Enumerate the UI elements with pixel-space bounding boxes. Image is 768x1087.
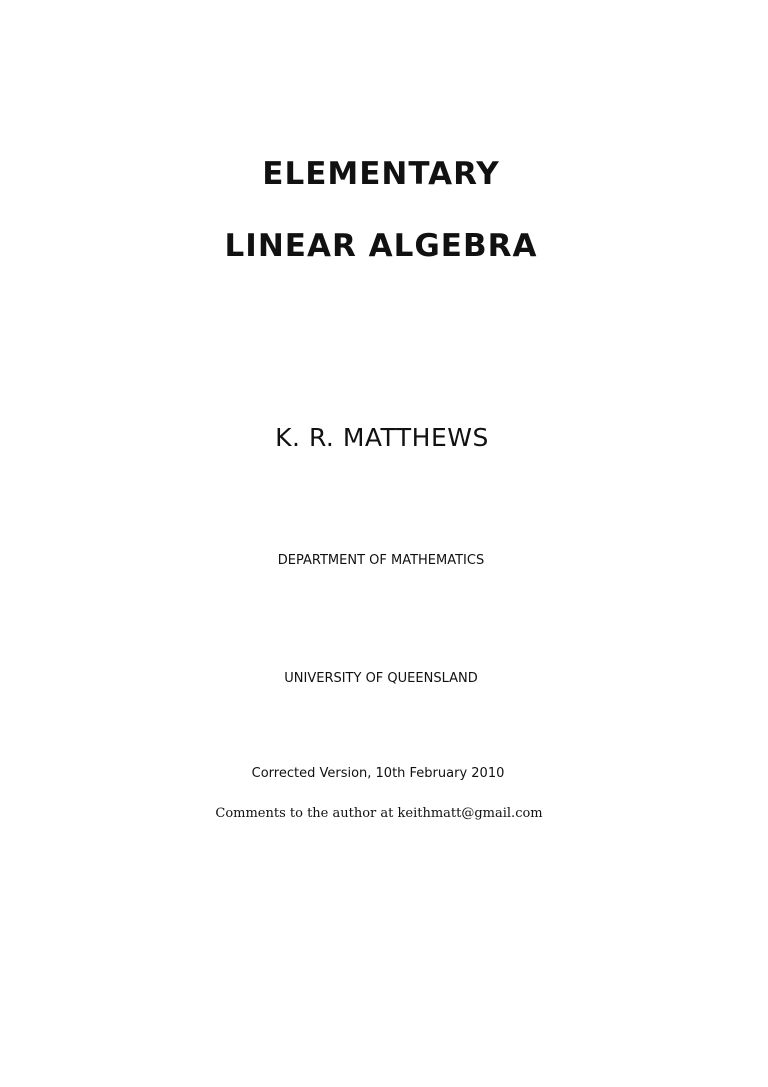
version-note: Corrected Version, 10th February 2010 — [251, 766, 505, 781]
author-contact-note: Comments to the author at keithmatt@gmail.com — [215, 806, 543, 821]
title-line-1: ELEMENTARY — [262, 156, 500, 192]
title-line-2: LINEAR ALGEBRA — [224, 228, 538, 264]
university-name: UNIVERSITY OF QUEENSLAND — [284, 671, 478, 686]
department-name: DEPARTMENT OF MATHEMATICS — [277, 553, 485, 568]
author-name: K. R. MATTHEWS — [275, 423, 489, 452]
